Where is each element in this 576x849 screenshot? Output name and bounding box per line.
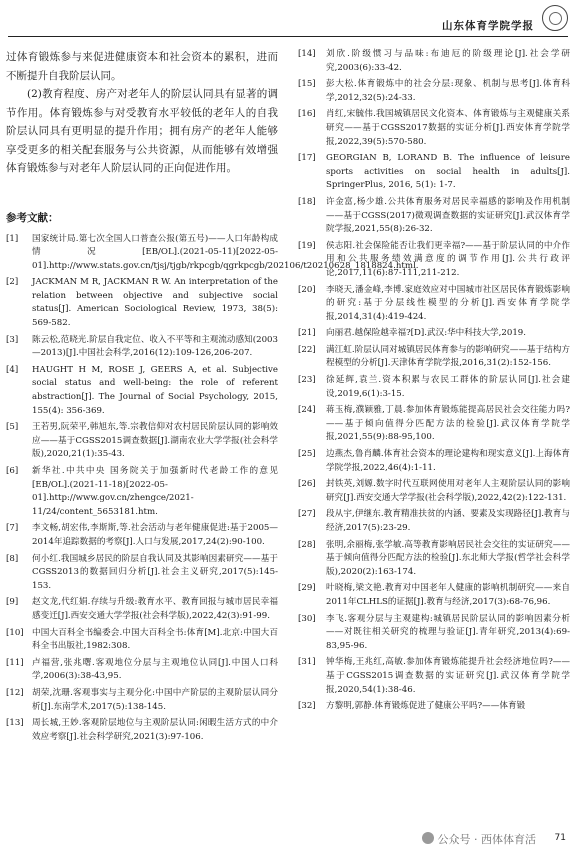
reference-number: [24] [298,405,316,416]
reference-number: [12] [6,687,24,698]
reference-number: [10] [6,627,24,638]
reference-item [298,327,570,341]
reference-item [298,152,570,193]
reference-item [298,656,570,697]
reference-text: 蒋玉梅,濮颖雅,丁晨.参加体育锻炼能提高居民社会交往能力吗?——基于倾向值得分匹配方法的检验[J].武汉体育学院学报,2021,55(9):88-95,100. [326,405,570,443]
reference-item [298,344,570,371]
reference-item [298,613,570,654]
reference-text: 周长城,王妙.客观阶层地位与主观阶层认同:闲暇生活方式的中介效应考察[J].社会科学研究,2021(3):97-106. [32,718,278,742]
reference-text: 满江虹.阶层认同对城镇居民体育参与的影响研究——基于结构方程模型的分析[J].天津体育学院学报,2016,31(2):152-156. [326,344,570,369]
reference-item [6,421,278,462]
body-paragraph: (2)教育程度、房产对老年人的阶层认同具有显著的调节作用。体育锻炼参与对受教育水平较低的老年人的自我阶层认同具有更明显的提升作用；拥有房产的老年人能够享受更多的相关配套服务与公共资源，从而能够有效增强体育锻炼参与对老年人阶层认同的正向促进作用。 [6,88,278,174]
watermark-text: 公众号 · 西体体育活 [437,833,536,846]
reference-number: [25] [298,449,316,460]
reference-text: 李文畅,胡宏伟,李斯斯,等.社会活动与老年健康促进:基于2005—2014年追踪数据的考察[J].人口与发展,2017,24(2):90-100. [32,523,278,547]
reference-number: [30] [298,613,316,624]
reference-text: 边燕杰,鲁肖麟.体育社会资本的理论建构和现实意义[J].上海体育学院学报,2022,46(4):1-11. [326,449,570,473]
reference-item [6,276,278,330]
reference-number: [22] [298,344,316,355]
reference-list-right [298,48,570,714]
reference-item [298,582,570,609]
reference-text: 钟华梅,王兆红,高敏.参加体育锻炼能提升社会经济地位吗?——基于CGSS2015调查数据的实证研究[J].武汉体育学院学报,2020,54(1):38-46. [326,657,570,695]
reference-text: 许金富,杨少雄.公共体育服务对居民幸福感的影响及作用机制——基于CGSS(2017)微观调查数据的实证研究[J].武汉体育学院学报,2021,55(8):26-32. [326,196,570,235]
reference-number: [1] [6,233,19,244]
watermark [422,831,537,847]
reference-number: [15] [298,79,316,90]
reference-text: JACKMAN M R, JACKMAN R W. An interpretation of the relation between objective and subjective social status[J]. American Sociological Review, 1973, 38(5): 569-582. [32,277,278,329]
reference-item [6,627,278,654]
reference-text: 侯志阳.社会保险能否让我们更幸福?——基于阶层认同的中介作用和公共服务绩效满意度的调节作用[J].公共行政评论,2017,11(6):87-111,211-212. [326,240,570,278]
right-column [298,48,570,717]
reference-text: 李晓天,潘金峰,李博.家庭效应对中国城市社区居民体育锻炼影响的研究:基于分层线性模型的分析[J].西安体育学院学报,2014,31(4):419-424. [326,284,570,322]
journal-logo-icon [542,5,568,31]
reference-text: GEORGIAN B, LORAND B. The influence of leisure sports activities on social health in adults[J]. SpringerPlus, 2016, 5(1): 1-7. [326,153,570,191]
reference-item [298,508,570,535]
reference-text: 叶晓梅,梁文艳.教育对中国老年人健康的影响机制研究——来自2011年CLHLS的证据[J].教育与经济,2017(3):68-76,96. [326,583,570,607]
reference-number: [11] [6,657,24,668]
reference-number: [23] [298,375,316,386]
reference-text: 向丽君.越保险越幸福?[D].武汉:华中科技大学,2019. [326,328,526,339]
reference-text: 卢福营,张兆曙.客观地位分层与主观地位认同[J].中国人口科学,2006(3):38-43,95. [32,657,278,682]
reference-text: 段从宇,伊继东.教育精准扶贫的内涵、要素及实现路径[J].教育与经济,2017(5):23-29. [326,509,570,533]
reference-item [298,448,570,475]
reference-item [298,108,570,149]
journal-name: 山东体育学院学报 [442,20,534,32]
reference-text: 肖红,宋毓伟.我国城镇居民文化资本、体育锻炼与主观健康关系研究——基于CGSS2017数据的实证分析[J].西安体育学院学报,2022,39(5):570-580. [326,109,570,147]
reference-text: 李飞.客观分层与主观建构:城镇居民阶层认同的影响因素分析——对既往相关研究的梳理与验证[J].青年研究,2013(4):69-83,95-96. [326,613,570,651]
reference-item [6,553,278,594]
reference-item [6,596,278,623]
reference-text: 胡荣,沈珊.客观事实与主观分化:中国中产阶层的主观阶层认同分析[J].东南学术,2017(5):138-145. [32,687,278,712]
reference-number: [9] [6,597,19,608]
reference-item [298,700,570,714]
reference-number: [5] [6,422,19,433]
page-number: 71 [554,833,566,843]
reference-number: [28] [298,539,316,550]
reference-text: 封铁英,刘嫄.数字时代互联网使用对老年人主观阶层认同的影响研究[J].西安交通大学学报(社会科学版),2022,42(2):122-131. [326,479,570,503]
reference-text: HAUGHT H M, ROSE J, GEERS A, et al. Subjective social status and well-being: the role of referent abstraction[J]. The Journal of Social Psychology, 2015, 155(4): 356-369. [32,364,278,416]
reference-number: [4] [6,364,19,375]
references-title: 参考文献： [6,211,59,224]
reference-item [6,465,278,519]
reference-number: [29] [298,583,316,594]
reference-item [298,196,570,237]
reference-item [298,48,570,75]
body-paragraph: 过体育锻炼参与来促进健康资本和社会资本的累积，进而不断提升自我阶层认同。 [6,51,278,82]
reference-number: [20] [298,284,316,295]
reference-item [298,284,570,325]
reference-text: 何小红.我国城乡居民的阶层自我认同及其影响因素研究——基于CGSS2013的数据回归分析[J].社会主义研究,2017(5):145-153. [32,553,278,591]
reference-number: [7] [6,523,19,534]
reference-item [298,478,570,505]
reference-item [6,687,278,714]
reference-item [6,717,278,744]
reference-number: [32] [298,701,316,712]
reference-number: [16] [298,109,316,120]
reference-item [6,364,278,418]
reference-item [298,404,570,445]
reference-text: 中国大百科全书编委会.中国大百科全书:体育[M].北京:中国大百科全书出版社,1982:308. [32,627,278,652]
header-rule [8,36,568,37]
reference-number: [13] [6,718,24,729]
reference-text: 刘欣.阶级惯习与品味:布迪厄的阶级理论[J].社会学研究,2003(6):33-42. [326,49,570,73]
reference-number: [6] [6,466,19,476]
reference-text: 国家统计局.第七次全国人口普查公报(第五号)——人口年龄构成情况[EB/OL].(2021-05-11)[2022-05-01].http://www.stats.gov.cn/tjsj/tjgb/rkpcgb/qgrkpcgb/202106/t20210628_1818824.html. [32,233,419,271]
reference-text: 陈云松,范晓光.阶层自我定位、收入不平等和主观流动感知(2003—2013)[J].中国社会科学,2016(12):109-126,206-207. [32,334,278,359]
wechat-icon [422,832,434,844]
reference-item [6,522,278,549]
reference-item [6,657,278,684]
reference-number: [31] [298,657,316,668]
reference-text: 方黎明,郭静.体育锻炼促进了健康公平吗?——体育锻 [326,701,526,712]
reference-number: [2] [6,277,19,288]
reference-item [298,240,570,281]
reference-item [298,374,570,401]
reference-item [298,539,570,580]
reference-text: 赵文龙,代红娟.存续与升级:教育水平、教育回报与城市居民幸福感变迁[J].西安交通大学学报(社会科学版),2022,42(3):91-99. [32,597,278,621]
reference-number: [19] [298,240,316,251]
reference-number: [14] [298,49,316,59]
reference-number: [18] [298,196,316,207]
reference-number: [21] [298,328,316,339]
reference-item [6,334,278,361]
reference-number: [3] [6,334,19,345]
reference-number: [8] [6,553,19,564]
reference-text: 徐延辉,袁兰.资本积累与农民工群体的阶层认同[J].社会建设,2019,6(1):3-15. [326,375,570,399]
reference-number: [27] [298,509,316,520]
reference-item [298,78,570,105]
reference-text: 彭大松.体育锻炼中的社会分层:现象、机制与思考[J].体育科学,2012,32(5):24-33. [326,79,570,103]
reference-number: [17] [298,153,316,164]
reference-text: 王若男,阮荣平,韩旭东,等.宗教信仰对农村居民阶层认同的影响效应——基于CGSS2015调查数据[J].湖南农业大学学报(社会科学版),2020,21(1):35-43. [32,422,278,460]
reference-text: 张明,余丽梅,张学敏.高等教育影响居民社会交往的实证研究——基于倾向值得分匹配方法的检验[J].东北师大学报(哲学社会科学版),2020(2):163-174. [326,539,570,577]
page-header [0,0,576,40]
reference-text: 新华社.中共中央 国务院关于加强新时代老龄工作的意见[EB/OL].(2021-11-18)[2022-05-01].http://www.gov.cn/zhengce/2021-11/24/content_5653181.htm. [32,466,278,517]
reference-number: [26] [298,479,316,490]
